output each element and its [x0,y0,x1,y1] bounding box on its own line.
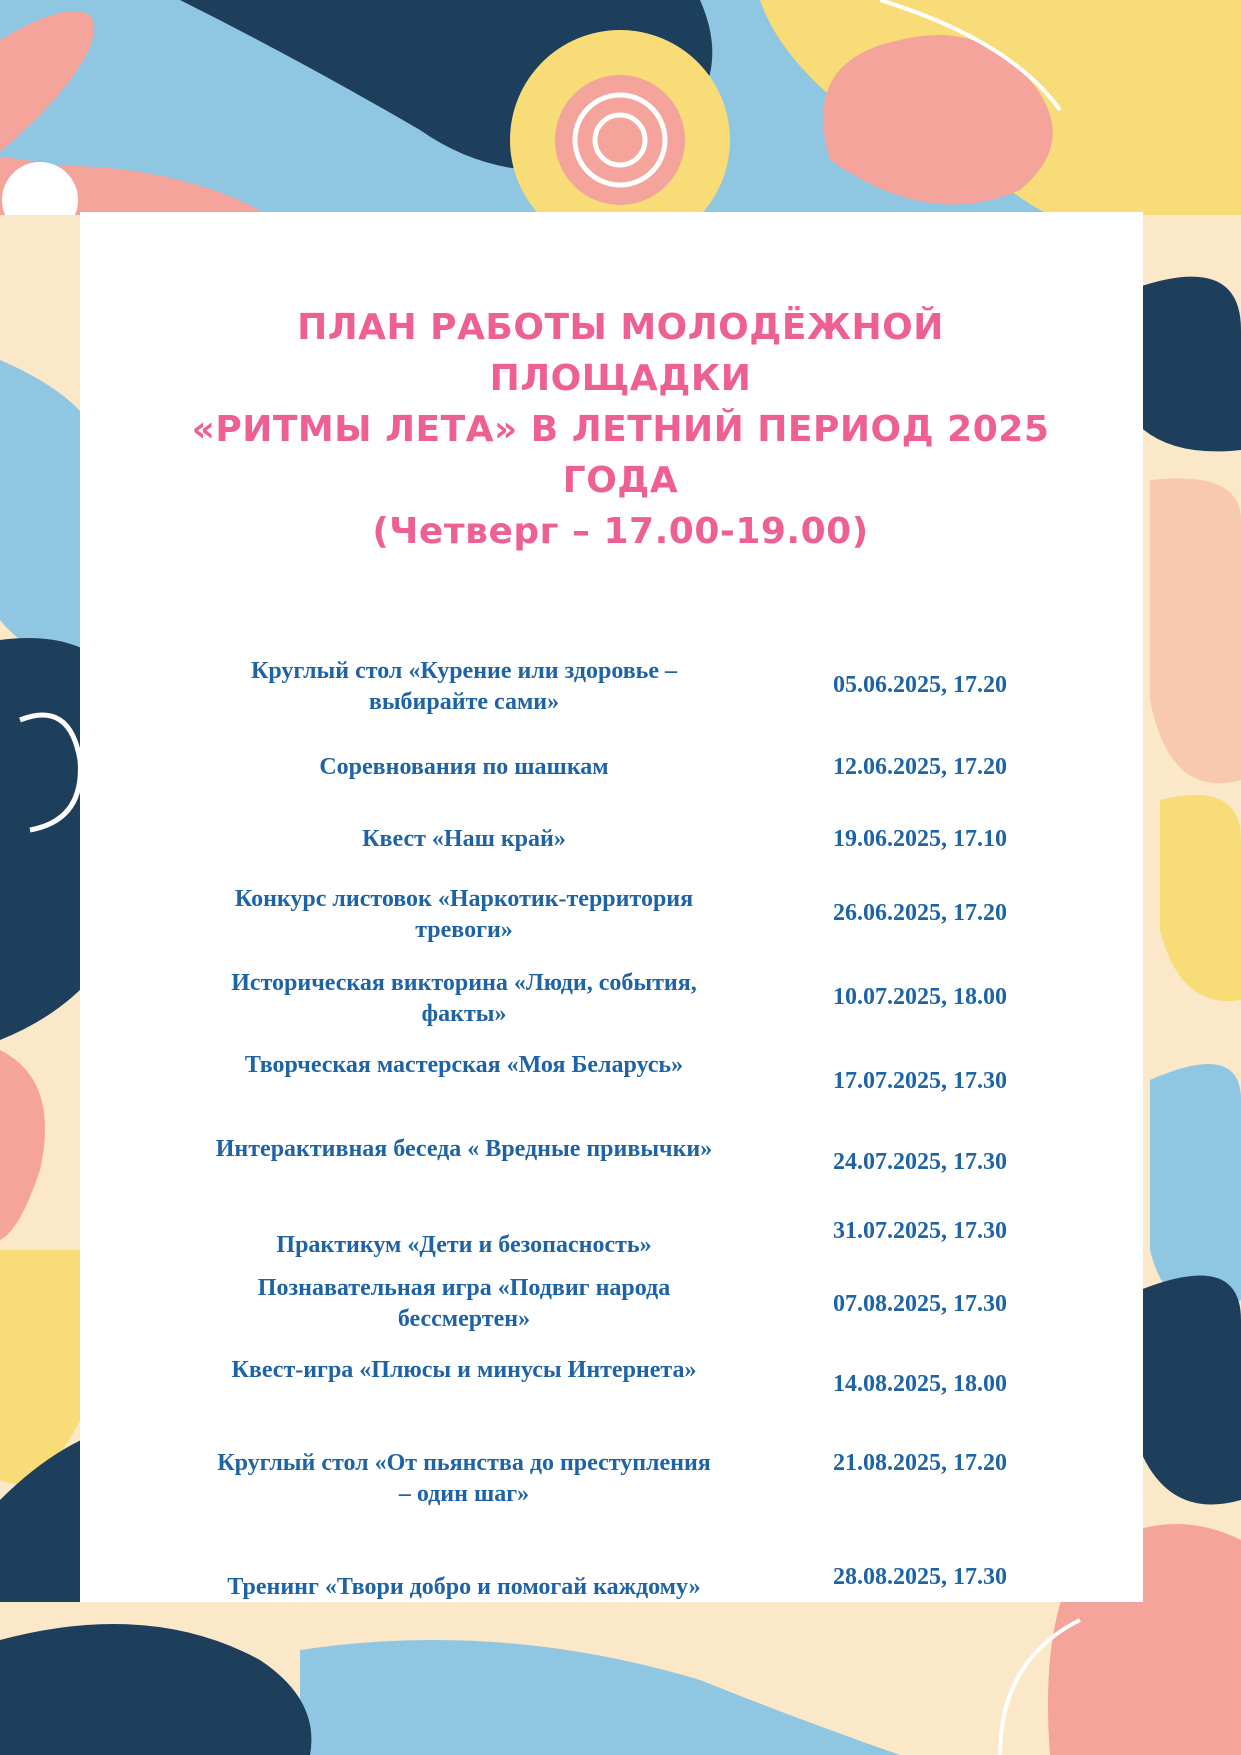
event-name: Познавательная игра «Подвиг народа бессмертен» [257,1275,671,1332]
event-name: Квест-игра «Плюсы и минусы Интернета» [231,1357,697,1383]
event-name: Соревнования по шашкам [319,754,609,780]
event-name: Творческая мастерская «Моя Беларусь» [244,1052,684,1078]
title-line-2: ПЛОЩАДКИ [489,358,752,399]
event-date: 24.07.2025, 17.30 [833,1149,1007,1175]
event-date: 31.07.2025, 17.30 [833,1218,1007,1244]
event-name: Историческая викторина «Люди, события, факты» [231,970,697,1027]
event-date: 14.08.2025, 18.00 [833,1371,1007,1397]
event-date: 05.06.2025, 17.20 [833,672,1007,698]
event-name: Практикум «Дети и безопасность» [276,1232,652,1258]
event-name: Круглый стол «От пьянства до преступления – один шаг» [217,1450,711,1507]
event-name: Квест «Наш край» [362,826,566,852]
title-line-1: ПЛАН РАБОТЫ МОЛОДЁЖНОЙ [297,307,944,348]
event-date: 17.07.2025, 17.30 [833,1068,1007,1094]
title-line-3: «РИТМЫ ЛЕТА» В ЛЕТНИЙ ПЕРИОД 2025 [191,409,1050,450]
title-line-5: (Четверг – 17.00-19.00) [372,511,869,552]
event-date: 28.08.2025, 17.30 [833,1564,1007,1590]
event-name: Тренинг «Твори добро и помогай каждому» [227,1574,701,1600]
event-date: 12.06.2025, 17.20 [833,754,1007,780]
event-date: 07.08.2025, 17.30 [833,1291,1007,1317]
event-date: 19.06.2025, 17.10 [833,826,1007,852]
event-date: 21.08.2025, 17.20 [833,1450,1007,1476]
event-date: 26.06.2025, 17.20 [833,900,1007,926]
page-title [0,302,1241,557]
event-date: 10.07.2025, 18.00 [833,984,1007,1010]
event-name: Круглый стол «Курение или здоровье – выбирайте сами» [250,658,678,715]
event-name: Конкурс листовок «Наркотик-территория тревоги» [234,886,694,943]
event-name: Интерактивная беседа « Вредные привычки» [215,1136,713,1162]
title-line-4: ГОДА [562,460,679,501]
